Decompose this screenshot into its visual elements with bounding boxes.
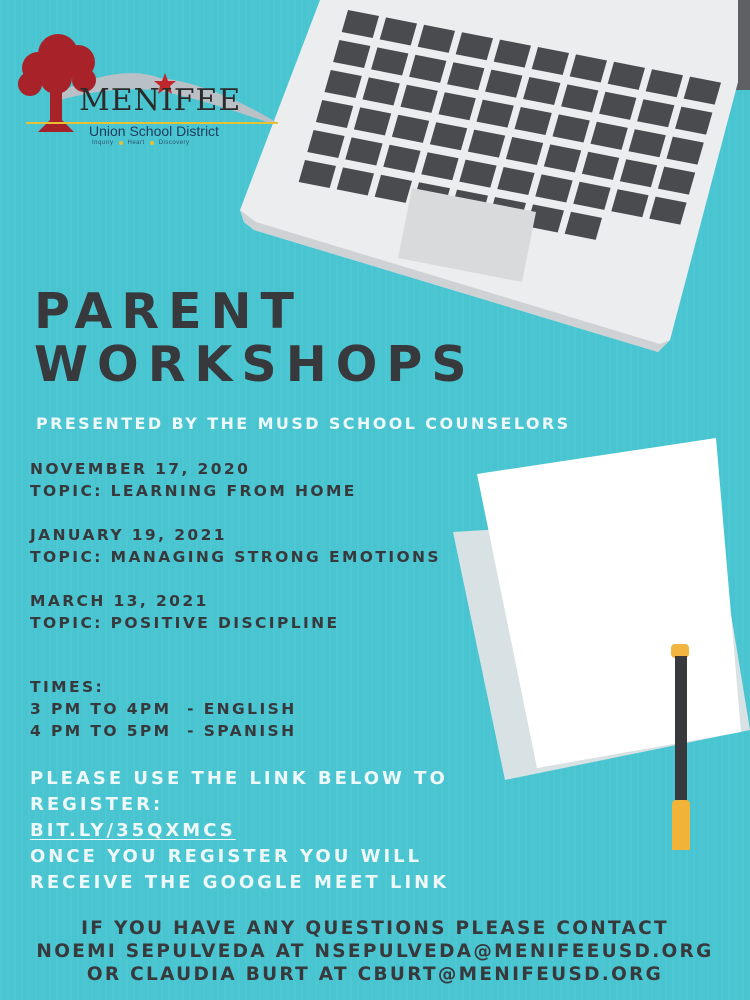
- register-line-2: REGISTER:: [30, 794, 164, 815]
- register-block: [30, 766, 449, 896]
- tagline-heart: Heart: [127, 140, 145, 146]
- times-block: [30, 676, 297, 742]
- paper-illustration: [445, 430, 750, 850]
- contact-block: [0, 917, 750, 986]
- register-line-1: PLEASE USE THE LINK BELOW TO: [30, 768, 448, 789]
- register-line-3: ONCE YOU REGISTER YOU WILL: [30, 846, 423, 867]
- session-item: [30, 524, 441, 568]
- contact-line-1: IF YOU HAVE ANY QUESTIONS PLEASE CONTACT: [81, 918, 669, 939]
- page-title: [34, 285, 476, 391]
- times-heading: TIMES:: [30, 678, 105, 696]
- tagline-dot-icon: [150, 141, 154, 145]
- session-date: JANUARY 19, 2021: [30, 526, 227, 544]
- title-line-1: PARENT: [34, 283, 303, 340]
- tagline-inquiry: Inquiry: [92, 140, 114, 146]
- times-english: 3 PM TO 4PM - ENGLISH: [30, 700, 297, 718]
- session-item: [30, 458, 441, 502]
- contact-line-3: OR CLAUDIA BURT AT CBURT@MENIFEUSD.ORG: [86, 964, 664, 985]
- session-date: NOVEMBER 17, 2020: [30, 460, 251, 478]
- session-topic: TOPIC: MANAGING STRONG EMOTIONS: [30, 548, 441, 566]
- logo-tagline: [92, 140, 190, 146]
- contact-line-2: NOEMI SEPULVEDA AT NSEPULVEDA@MENIFEEUSD.ORG: [36, 941, 714, 962]
- session-topic: TOPIC: POSITIVE DISCIPLINE: [30, 614, 340, 632]
- tagline-discovery: Discovery: [158, 140, 190, 146]
- times-spanish: 4 PM TO 5PM - SPANISH: [30, 722, 297, 740]
- registration-link[interactable]: BIT.LY/35QXMCS: [30, 820, 236, 841]
- logo-name: MENIFEE: [79, 83, 242, 118]
- register-line-4: RECEIVE THE GOOGLE MEET LINK: [30, 872, 450, 893]
- tagline-dot-icon: [119, 141, 123, 145]
- session-item: [30, 590, 441, 634]
- logo-subtitle: Union School District: [89, 123, 219, 139]
- presenter-subtitle: PRESENTED BY THE MUSD SCHOOL COUNSELORS: [36, 414, 571, 433]
- session-date: MARCH 13, 2021: [30, 592, 209, 610]
- session-list: [30, 458, 441, 656]
- session-topic: TOPIC: LEARNING FROM HOME: [30, 482, 357, 500]
- title-line-2: WORKSHOPS: [34, 336, 476, 393]
